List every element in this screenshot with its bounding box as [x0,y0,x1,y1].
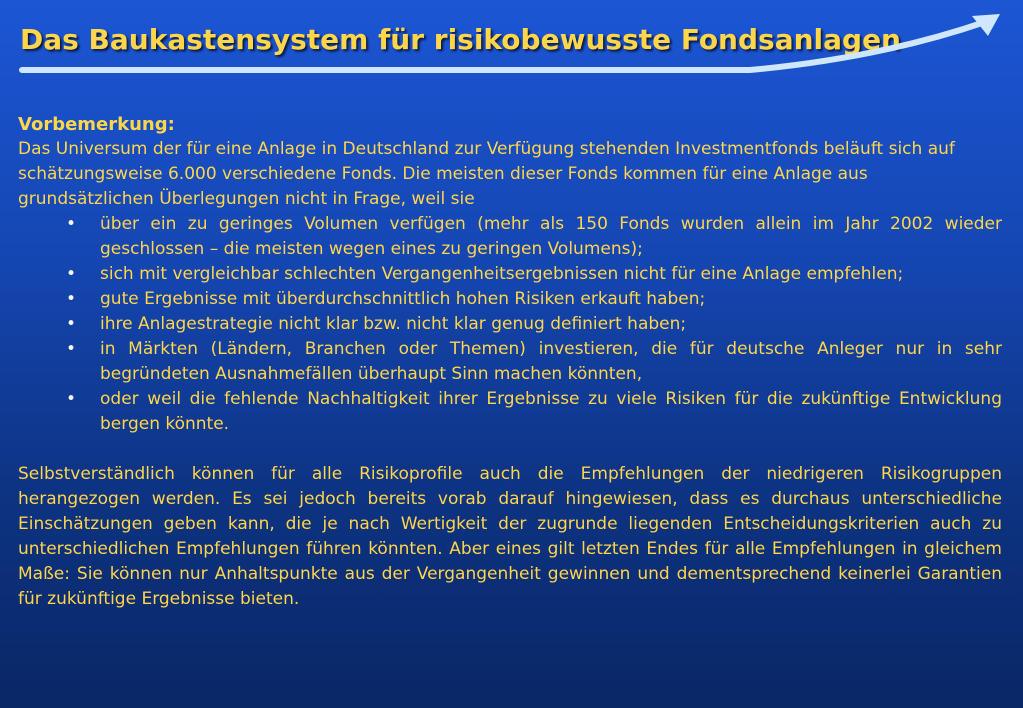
bullet-icon: • [66,214,77,234]
slide-title: Das Baukastensystem für risikobewusste Fondsanlagen [20,23,901,56]
list-item-text: ihre Anlagestrategie nicht klar bzw. nicht klar genug definiert haben; [100,314,687,334]
list-item [66,262,1002,287]
intro-paragraph: Das Universum der für eine Anlage in Deutschland zur Verfügung stehenden Investmentfonds beläuft sich auf schätzungsweise 6.000 verschiedene Fonds. Die meisten dieser Fonds kommen für eine Anlage aus grundsätzlichen Überlegungen nicht in Frage, weil sie [18,139,955,209]
list-item-text: in Märkten (Ländern, Branchen oder Themen) investieren, die für deutsche Anleger nur in sehr begründeten Ausnahmefällen überhaupt Sinn machen könnten, [100,339,1002,384]
list-item [66,387,1002,437]
list-item [66,212,1002,262]
bullet-icon: • [66,339,77,359]
reasons-list [18,212,1002,437]
closing-paragraph: Selbstverständlich können für alle Risikoprofile auch die Empfehlungen der niedrigeren Risikogruppen herangezogen werden. Es sei jedoch bereits vorab darauf hingewiesen, dass es durchaus unterschiedliche Einschätzungen geben kann, die je nach Wertigkeit der zugrunde liegenden Entscheidungskriterien auch zu unterschiedlichen Empfehlungen führen könnten. Aber eines gilt letzten Endes für alle Empfehlungen in gleichem Maße: Sie können nur Anhaltspunkte aus der Vergangenheit gewinnen und dementsprechend keinerlei Garantien für zukünftige Ergebnisse bieten. [18,464,1002,609]
list-item [66,337,1002,387]
bullet-icon: • [66,289,77,309]
list-item-text: über ein zu geringes Volumen verfügen (mehr als 150 Fonds wurden allein im Jahr 2002 wieder geschlossen – die meisten wegen eines zu geringen Volumens); [100,214,1002,259]
preliminary-note-heading: Vorbemerkung: [18,114,175,135]
bullet-icon: • [66,389,77,409]
list-item-text: gute Ergebnisse mit überdurchschnittlich hohen Risiken erkauft haben; [100,289,706,309]
list-item [66,312,1002,337]
bullet-icon: • [66,314,77,334]
list-item-text: sich mit vergleichbar schlechten Vergangenheitsergebnissen nicht für eine Anlage empfehlen; [100,264,904,284]
list-item-text: oder weil die fehlende Nachhaltigkeit ihrer Ergebnisse zu viele Risiken für die zukünftige Entwicklung bergen könnte. [100,389,1002,434]
slide-body [18,112,1002,612]
bullet-icon: • [66,264,77,284]
list-item [66,287,1002,312]
